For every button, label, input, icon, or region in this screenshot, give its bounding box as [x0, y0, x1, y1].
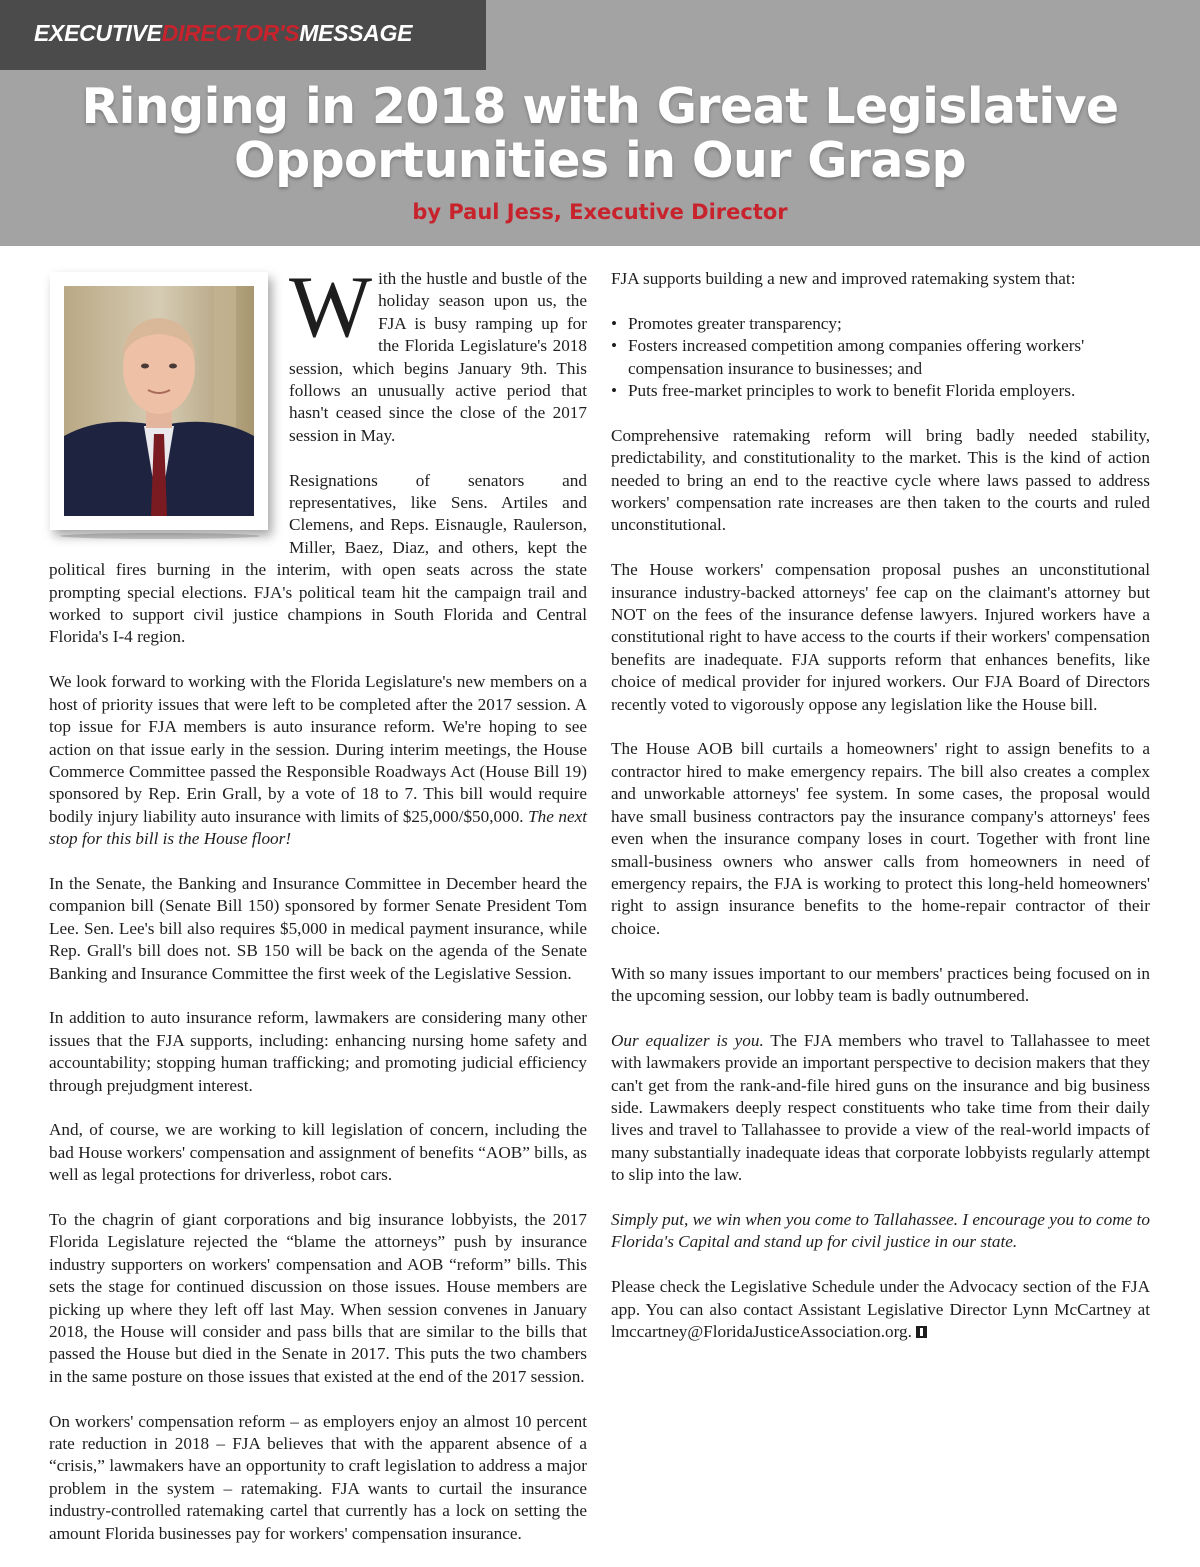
article-column-left [49, 259, 588, 1567]
article-paragraph-italic: Simply put, we win when you come to Tallahassee. I encourage you to come to Florida's Capital and stand up for civil justice in our state. [611, 1209, 1150, 1252]
section-label-message: MESSAGE [299, 20, 413, 46]
paragraph-text: Please check the Legislative Schedule under the Advocacy section of the FJA app. You can also contact Assistant Legislative Director Lynn McCartney at lmccartney@FloridaJusticeAssociation.org. [611, 1277, 1150, 1341]
paragraph-italic-text: The next stop for this bill is the House floor! [49, 806, 588, 849]
article-paragraph: On workers' compensation reform – as employers enjoy an almost 10 percent rate reduction in 2018 – FJA believes that with the apparent absence of a “crisis,” lawmakers have an opportunity to craft legislation to address a major problem in the system – ratemaking. FJA wants to curtail the insurance industry-controlled ratemaking cartel that currently has a lock on setting the amount Florida businesses pay for workers' compensation insurance. [49, 1411, 587, 1543]
article-paragraph [611, 1030, 1150, 1187]
byline: by Paul Jess, Executive Director [412, 200, 788, 224]
list-item: • Puts free-market principles to work to benefit Florida employers. [611, 380, 1150, 402]
paragraph-text: ith the hustle and bustle of the holiday season upon us, the FJA is busy ramping up for the Florida Legislature's 2018 session, which begins January 9th. This follows an unusually active period that hasn't ceased since the close of the 2017 session in May. [289, 269, 587, 445]
article-paragraph: FJA supports building a new and improved ratemaking system that: [611, 269, 1076, 288]
article-paragraph: Comprehensive ratemaking reform will bring badly needed stability, predictability, and constitutionality to the market. This is the kind of action needed to bring an end to the reactive cycle where laws passed to address workers' compensation rate increases are then taken to the courts and ruled unconstitutional. [611, 425, 1150, 535]
section-tab [0, 0, 486, 70]
list-item: • Promotes greater transparency; [611, 313, 1150, 335]
article-paragraph: The House workers' compensation proposal pushes an unconstitutional insurance industry-backed attorneys' fee cap on the claimant's attorney but NOT on the fees of the insurance defense lawyers. Injured workers have a constitutional right to have access to the courts if their workers' compensation benefits are inadequate. FJA supports reform that enhances benefits, like choice of medical provider for injured workers. Our FJA Board of Directors recently voted to vigorously oppose any legislation like the House bill. [611, 560, 1150, 714]
article-paragraph: The House AOB bill curtails a homeowners' right to assign benefits to a contractor hired to make emergency repairs. The bill also creates a complex and unworkable attorneys' fee system. In some cases, the proposal would have small business contractors pay the insurance company's attorneys' fees even when the insurance company loses in court. Together with front line small-business owners who answer calls from homeowners in need of emergency repairs, the FJA is working to protect this long-held homeowners' right to assign insurance benefits to the home-repair contractor of their choice. [611, 739, 1150, 938]
article-paragraph [611, 1276, 1150, 1343]
article-paragraph [49, 671, 587, 850]
title-line-2: Opportunities in Our Grasp [234, 132, 966, 189]
bullet-list [611, 313, 1150, 403]
portrait-text-wrap [49, 268, 289, 548]
article-paragraph: In addition to auto insurance reform, lawmakers are considering many other issues that the FJA supports, including: enhancing nursing home safety and accountability; stopping human trafficking; and promoting judicial efficiency through prejudgment interest. [49, 1008, 587, 1095]
article-paragraph: With so many issues important to our members' practices being focused on in the upcoming session, our lobby team is badly outnumbered. [611, 963, 1150, 1005]
section-label [34, 20, 412, 47]
fja-end-mark-icon [916, 1326, 927, 1338]
article-title [40, 80, 1160, 188]
article-paragraph: In the Senate, the Banking and Insurance Committee in December heard the companion bill (Senate Bill 150) sponsored by former Senate President Tom Lee. Sen. Lee's bill also requires $5,000 in medical payment insurance, while Rep. Grall's bill does not. SB 150 will be back on the agenda of the Senate Banking and Insurance Committee the first week of the Legislative Session. [49, 873, 587, 983]
title-line-1: Ringing in 2018 with Great Legislative [81, 78, 1119, 135]
section-label-directors: DIRECTOR'S [161, 20, 300, 46]
paragraph-text: The FJA members who travel to Tallahassee to meet with lawmakers provide an important perspective to decision makers that they can't get from the rank-and-file hired guns on the insurance and big business side. Lawmakers deeply respect constituents who take time from their daily lives and travel to Tallahassee to provide a view of the real-world impacts of many substantially inadequate ideas that corporate lobbyists regularly attempt to slip into the law. [611, 1030, 1150, 1185]
section-label-executive: EXECUTIVE [34, 20, 162, 46]
article-column-right [611, 268, 1150, 1366]
paragraph-italic-text: Our equalizer is you. [611, 1030, 764, 1050]
article-paragraph: And, of course, we are working to kill legislation of concern, including the bad House workers' compensation and assignment of benefits “AOB” bills, as well as legal protections for driverless, robot cars. [49, 1120, 587, 1185]
article-paragraph: Resignations of senators and representatives, like Sens. Artiles and Clemens, and Reps. Eisnaugle, Raulerson, Miller, Baez, Diaz, and others, kept the political fires burning in the interim, with open seats across the state prompting special elections. FJA's political team hit the campaign trail and worked to support civil justice champions in South Florida and Central Florida's I-4 region. [49, 470, 587, 647]
list-item: • Fosters increased competition among companies offering workers' compensation insurance to businesses; and [611, 335, 1150, 380]
drop-cap: W [289, 259, 373, 356]
paragraph-text: We look forward to working with the Florida Legislature's new members on a host of priority issues that were left to be completed after the 2017 session. A top issue for FJA members is auto insurance reform. We're hoping to see action on that issue early in the session. During interim meetings, the House Commerce Committee passed the Responsible Roadways Act (House Bill 19) sponsored by Rep. Erin Grall, by a vote of 18 to 7. This bill would require bodily injury liability auto insurance with limits of $25,000/$50,000. [49, 672, 587, 826]
article-paragraph: To the chagrin of giant corporations and big insurance lobbyists, the 2017 Florida Legislature rejected the “blame the attorneys” push by insurance industry supporters on workers' compensation and AOB “reform” bills. This sets the stage for continued discussion on those issues. House members are picking up where they left off last May. When session convenes in January 2018, the House will consider and pass bills that are similar to the bills that passed the House but died in the Senate in 2017. This puts the two chambers in the same posture on those issues that existed at the end of the 2017 session. [49, 1209, 587, 1386]
